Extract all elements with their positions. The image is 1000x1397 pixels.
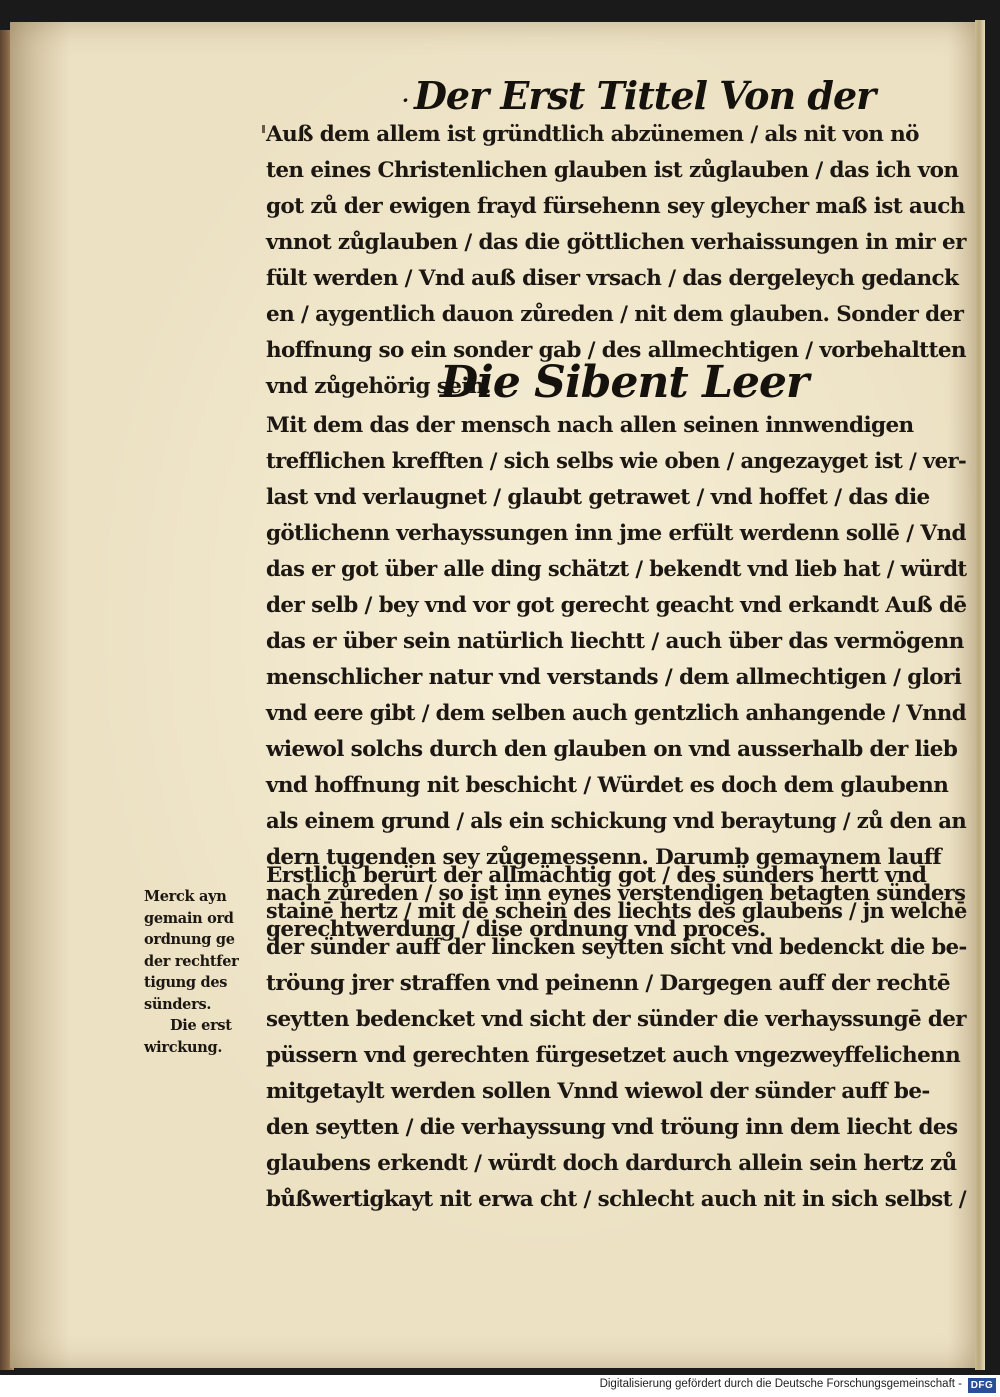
text-line: der selb / bey vnd vor got gerecht geacht vnd erkandt Auß dē: [266, 593, 967, 618]
text-line: der sünder auff der lincken seytten sicht vnd bedenckt die be-: [266, 935, 967, 960]
running-head-text: Der Erst Tittel Von der: [413, 73, 876, 118]
text-line: tröung jrer straffen vnd peinenn / Dargegen auff der rechtē: [266, 971, 950, 996]
text-line: hoffnung so ein sonder gab / des allmechtigen / vorbehaltten: [266, 338, 966, 363]
text-line: en / aygentlich dauon zůreden / nit dem glauben. Sonder der: [266, 302, 964, 327]
text-line: bůßwertigkayt nit erwa cht / schlecht auch nit in sich selbst /: [266, 1187, 967, 1212]
text-line: wiewol solchs durch den glauben on vnd ausserhalb der lieb: [266, 737, 958, 762]
text-line: als einem grund / als ein schickung vnd beraytung / zů den an: [266, 809, 967, 834]
text-line: glaubens erkendt / würdt doch dardurch allein sein hertz zů: [266, 1151, 957, 1176]
text-line: seytten bedencket vnd sicht der sünder die verhayssungē der: [266, 1007, 966, 1032]
text-line: das er über sein natürlich liechtt / auch über das vermögenn: [266, 629, 964, 654]
text-line: vnd eere gibt / dem selben auch gentzlich anhangende / Vnnd: [266, 701, 966, 726]
text-line: dern tugenden sey zůgemessenn. Darumb gemaynem lauff: [266, 845, 942, 870]
text-line: vnd zůgehörig sein.: [266, 374, 491, 399]
marginal-line: gemain ord: [144, 909, 234, 927]
text-line: stainē hertz / mit dē schein des liechts des glaubens / jn welchē: [266, 899, 967, 924]
text-line: Auß dem allem ist gründtlich abzünemen / als nit von nö: [266, 122, 919, 147]
marginal-line: Die erst: [170, 1017, 232, 1034]
text-line: fült werden / Vnd auß diser vrsach / das dergeleych gedanck: [266, 266, 959, 291]
text-line: vnd hoffnung nit beschicht / Würdet es doch dem glaubenn: [266, 773, 949, 798]
page-edge: [975, 20, 985, 1370]
text-line: got zů der ewigen frayd fürsehenn sey gleycher maß ist auch: [266, 194, 965, 219]
text-line: püssern vnd gerechten fürgesetzet auch vngezweyffelichenn: [266, 1043, 961, 1068]
text-line: trefflichen krefften / sich selbs wie oben / angezayget ist / ver-: [266, 449, 967, 474]
marginal-line: tigung des: [144, 974, 228, 991]
marginal-line: Merck ayn: [144, 888, 227, 905]
marginal-line: sünders.: [144, 995, 212, 1013]
paragraph-3: [266, 858, 966, 1218]
dfg-logo: DFG: [968, 1378, 996, 1393]
text-line: das er got über alle ding schätzt / bekendt vnd lieb hat / würdt: [266, 557, 967, 582]
text-line: nach zůreden / so ist inn eynes verstendigen betagten sünders: [266, 881, 966, 906]
marginal-line: wirckung.: [144, 1038, 223, 1056]
marginal-note: [144, 886, 262, 1058]
text-line: ten eines Christenlichen glauben ist zůglauben / das ich von: [266, 158, 959, 183]
text-line: menschlicher natur vnd verstands / dem allmechtigen / glori: [266, 665, 962, 690]
text-line: last vnd verlaugnet / glaubt getrawet / vnd hoffet / das die: [266, 485, 930, 510]
heading-bullet: ·: [402, 87, 408, 112]
section-heading: Die Sibent Leer: [440, 357, 809, 408]
footer-bar: [0, 1375, 1000, 1397]
text-line: mitgetaylt werden sollen Vnnd wiewol der sünder auff be-: [266, 1079, 930, 1104]
text-line: vnnot zůglauben / das die göttlichen verhaissungen in mir er: [266, 230, 966, 255]
text-line: Mit dem das der mensch nach allen seinen innwendigen: [266, 413, 914, 438]
marginal-line: ordnung ge: [144, 931, 235, 948]
text-line: Erstlich berürt der allmächtig got / des sünders hertt vnd: [266, 863, 927, 888]
text-line: gerechtwerdung / dise ordnung vnd proces.: [266, 917, 766, 942]
funding-credit: Digitalisierung gefördert durch die Deutsche Forschungsgemeinschaft -: [599, 1378, 962, 1390]
marginal-line: der rechtfer: [144, 952, 239, 970]
bleed-mark: [262, 125, 265, 133]
text-line: götlichenn verhayssungen inn jme erfült werdenn sollē / Vnd: [266, 521, 966, 546]
text-line: den seytten / die verhayssung vnd tröung inn dem liecht des: [266, 1115, 958, 1140]
running-head: [402, 72, 876, 124]
